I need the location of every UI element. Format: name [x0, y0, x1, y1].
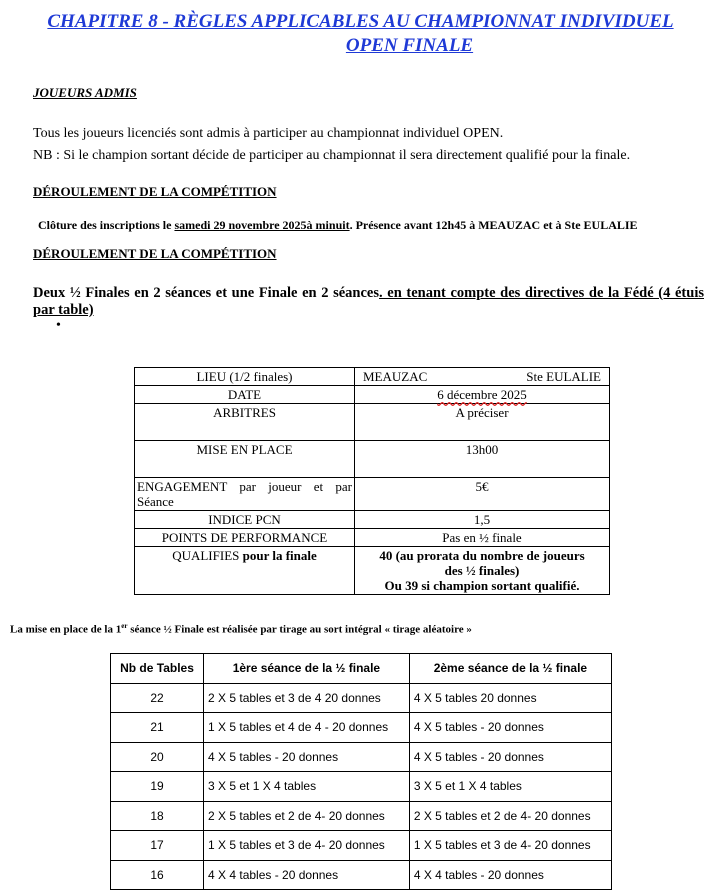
- cloture-text: [38, 218, 638, 233]
- table-cell-s1: 4 X 4 tables - 20 donnes: [204, 860, 410, 890]
- table-row: [135, 529, 610, 547]
- table-cell-s1: 2 X 5 tables et 2 de 4- 20 donnes: [204, 801, 410, 831]
- deroulement-heading-1: DÉROULEMENT DE LA COMPÉTITION: [33, 184, 277, 199]
- table-cell-n: 16: [111, 860, 204, 890]
- qualifies-value-line-2: des ½ finales): [444, 563, 520, 578]
- lieu-meauzac: MEAUZAC: [363, 369, 428, 384]
- table-cell-s1: 4 X 5 tables - 20 donnes: [204, 742, 410, 772]
- table-cell-n: 17: [111, 831, 204, 861]
- table-cell-s2: 1 X 5 tables et 3 de 4- 20 donnes: [409, 831, 611, 861]
- table-header-row: [111, 654, 612, 684]
- tables-table: [110, 653, 612, 890]
- table-row: [135, 368, 610, 386]
- table-row: [135, 478, 610, 511]
- mise-note-post: séance ½ Finale est réalisée par tirage au sort intégral « tirage aléatoire »: [127, 623, 472, 636]
- deroulement-rest: . en tenant compte des directives de la Fédé (4 étuis par table): [33, 285, 704, 318]
- table-cell-s1: 2 X 5 tables et 3 de 4 20 donnes: [204, 683, 410, 713]
- engagement-label: ENGAGEMENT par joueur et par Séance: [135, 478, 355, 511]
- joueurs-heading: JOUEURS ADMIS: [33, 85, 137, 100]
- joueurs-paragraph-1: Tous les joueurs licenciés sont admis à participer au championnat individuel OPEN.: [33, 126, 504, 141]
- table-cell-n: 20: [111, 742, 204, 772]
- table-cell-s2: 4 X 5 tables - 20 donnes: [409, 713, 611, 743]
- points-performance-label: POINTS DE PERFORMANCE: [135, 529, 355, 547]
- qualifies-label-a: QUALIFIES: [172, 548, 243, 563]
- table-cell-n: 21: [111, 713, 204, 743]
- joueurs-paragraph-2: NB : Si le champion sortant décide de participer au championnat il sera directement qualifié pour la finale.: [33, 148, 631, 163]
- table-row: [135, 511, 610, 529]
- bullet: •: [56, 318, 61, 333]
- table-cell-s1: 1 X 5 tables et 3 de 4- 20 donnes: [204, 831, 410, 861]
- date-value: 6 décembre 2025: [437, 387, 527, 402]
- qualifies-value-line-3: Ou 39 si champion sortant qualifié.: [384, 578, 580, 593]
- table-cell-n: 19: [111, 772, 204, 802]
- deroulement-heading-2: DÉROULEMENT DE LA COMPÉTITION: [33, 246, 277, 261]
- table-cell-s1: 1 X 5 tables et 4 de 4 - 20 donnes: [204, 713, 410, 743]
- table-row: [111, 860, 612, 890]
- lieu-ste-eulalie: Ste EULALIE: [526, 369, 601, 384]
- table-cell-s2: 4 X 5 tables 20 donnes: [409, 683, 611, 713]
- mise-note-sup: er: [121, 622, 128, 630]
- table-cell-s2: 4 X 4 tables - 20 donnes: [409, 860, 611, 890]
- cloture-post: . Présence avant 12h45 à MEAUZAC et à Ste EULALIE: [349, 218, 638, 232]
- title-line-2: OPEN FINALE: [345, 35, 474, 56]
- table-row: [111, 683, 612, 713]
- mise-en-place-value: 13h00: [355, 441, 610, 478]
- table-cell-s2: 4 X 5 tables - 20 donnes: [409, 742, 611, 772]
- qualifies-value-line-1: 40 (au prorata du nombre de joueurs: [379, 548, 585, 563]
- qualifies-label: [135, 547, 355, 595]
- mise-en-place-note: [10, 622, 472, 636]
- lieu-label: LIEU (1/2 finales): [135, 368, 355, 386]
- table-row: [111, 742, 612, 772]
- table-row: [135, 441, 610, 478]
- qualifies-value: [355, 547, 610, 595]
- cloture-pre: Clôture des inscriptions le: [38, 218, 175, 232]
- date-label: DATE: [135, 386, 355, 404]
- points-performance-value: Pas en ½ finale: [355, 529, 610, 547]
- mise-note-pre: La mise en place de la 1: [10, 623, 122, 636]
- deroulement-main: Deux ½ Finales en 2 séances et une Finale en 2 séances: [33, 285, 380, 301]
- arbitres-label: ARBITRES: [135, 404, 355, 441]
- indice-pcn-value: 1,5: [355, 511, 610, 529]
- table-cell-s2: 3 X 5 et 1 X 4 tables: [409, 772, 611, 802]
- engagement-value: 5€: [355, 478, 610, 511]
- page-title: [0, 10, 721, 58]
- info-table: [134, 367, 610, 595]
- table-row: [135, 547, 610, 595]
- header-nb-tables: Nb de Tables: [111, 654, 204, 684]
- qualifies-label-b: pour la finale: [242, 548, 317, 563]
- header-seance-2: 2ème séance de la ½ finale: [409, 654, 611, 684]
- table-row: [111, 831, 612, 861]
- table-cell-s1: 3 X 5 et 1 X 4 tables: [204, 772, 410, 802]
- arbitres-value: A préciser: [355, 404, 610, 441]
- cloture-date: samedi 29 novembre 2025à minuit: [174, 218, 350, 232]
- lieu-value: [355, 368, 610, 386]
- deroulement-paragraph: [33, 285, 704, 319]
- table-cell-s2: 2 X 5 tables et 2 de 4- 20 donnes: [409, 801, 611, 831]
- header-seance-1: 1ère séance de la ½ finale: [204, 654, 410, 684]
- table-row: [135, 404, 610, 441]
- title-line-1: CHAPITRE 8 - RÈGLES APPLICABLES AU CHAMPIONNAT INDIVIDUEL: [47, 11, 674, 32]
- indice-pcn-label: INDICE PCN: [135, 511, 355, 529]
- table-row: [111, 801, 612, 831]
- table-row: [111, 772, 612, 802]
- table-row: [111, 713, 612, 743]
- mise-en-place-label: MISE EN PLACE: [135, 441, 355, 478]
- table-row: [135, 386, 610, 404]
- table-cell-n: 22: [111, 683, 204, 713]
- table-cell-n: 18: [111, 801, 204, 831]
